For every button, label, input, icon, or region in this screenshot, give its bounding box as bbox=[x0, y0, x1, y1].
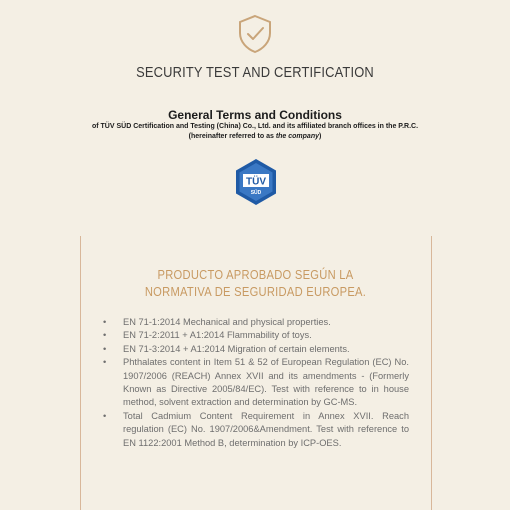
sud-logo-text: SÜD bbox=[250, 190, 262, 196]
standards-list bbox=[103, 316, 409, 450]
tuv-logo-text: TÜV bbox=[246, 176, 266, 188]
list-item bbox=[103, 410, 409, 450]
terms-title: General Terms and Conditions bbox=[168, 108, 342, 122]
list-item-text: EN 71-3:2014 + A1:2014 Migration of certain elements. bbox=[123, 343, 350, 354]
terms-reference-suffix: ) bbox=[319, 133, 322, 140]
terms-reference-line bbox=[0, 132, 510, 142]
list-item bbox=[103, 316, 409, 329]
list-item-text: Phthalates content in Item 51 & 52 of European Regulation (EC) No. 1907/2006 (REACH) Annex XVII and its amendments - (Formerly Known as Directive 2005/84/EC). Test with reference to in house method, solvent extraction and determination by GC-MS. bbox=[123, 357, 409, 408]
list-item-text: EN 71-1:2014 Mechanical and physical properties. bbox=[123, 317, 331, 327]
list-item-text: Total Cadmium Content Requirement in Annex XVII. Reach regulation (EC) No. 1907/2006&Amendment. Test with reference to EN 1122:2001 Method B, determination by ICP-OES. bbox=[123, 410, 409, 448]
card-heading-line-2: NORMATIVA DE SEGURIDAD EUROPEA. bbox=[144, 284, 367, 299]
list-item bbox=[103, 343, 409, 356]
shield-check-icon bbox=[234, 13, 276, 55]
card-right-border bbox=[431, 236, 432, 510]
card-heading-line-1: PRODUCTO APROBADO SEGÚN LA bbox=[157, 267, 354, 282]
list-item bbox=[103, 356, 409, 410]
bullet-dot: • bbox=[103, 317, 107, 327]
bullet-dot: • bbox=[103, 343, 107, 354]
terms-block bbox=[0, 108, 510, 142]
list-item-text: EN 71-2:2011 + A1:2014 Flammability of toys. bbox=[123, 330, 312, 341]
tuv-sud-logo bbox=[232, 158, 280, 206]
terms-reference-prefix: (hereinafter referred to as bbox=[188, 133, 276, 140]
bullet-dot: • bbox=[103, 330, 107, 341]
card-heading bbox=[80, 266, 431, 300]
terms-reference-emphasis: the company bbox=[275, 133, 319, 140]
page-title: SECURITY TEST AND CERTIFICATION bbox=[136, 64, 374, 81]
list-item bbox=[103, 329, 409, 342]
bullet-dot: • bbox=[103, 410, 107, 421]
terms-company-line: of TÜV SÜD Certification and Testing (China) Co., Ltd. and its affiliated branch offices in the P.R.C. bbox=[91, 123, 419, 130]
bullet-dot: • bbox=[103, 357, 107, 368]
